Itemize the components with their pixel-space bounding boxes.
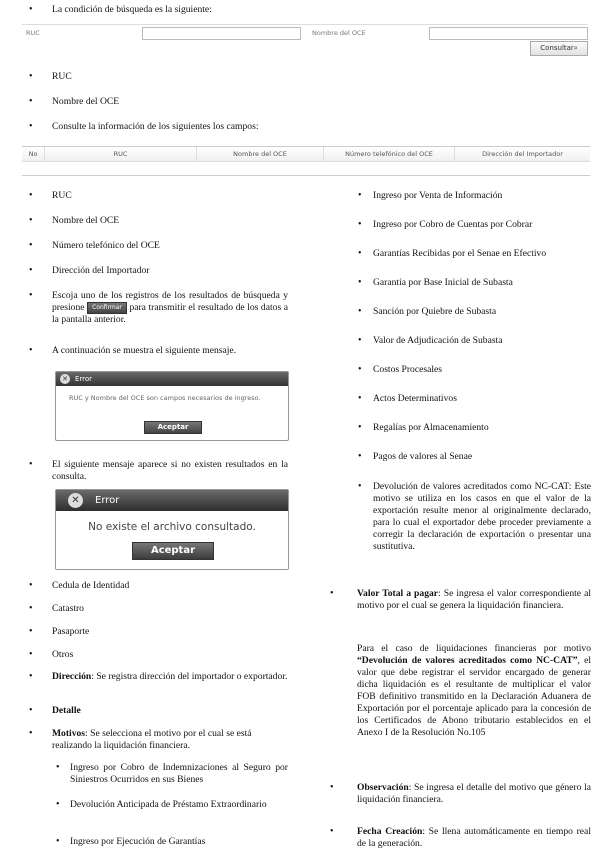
search-icon: ⌕ [573, 44, 578, 52]
observacion-paragraph [357, 782, 591, 806]
close-icon[interactable]: ✕ [68, 493, 83, 508]
field-ruc: RUC [52, 190, 72, 201]
bullet: • [358, 422, 362, 433]
doc-type: Catastro [52, 603, 84, 614]
valor-paragraph [357, 588, 591, 612]
search-form [22, 24, 588, 58]
bullet: • [29, 345, 33, 356]
consultar-label: Consultar [540, 44, 574, 52]
field-telefono: Número telefónico del OCE [52, 240, 160, 251]
motivo-item: Pagos de valores al Senae [373, 451, 473, 462]
motivo-item: Ingreso por Venta de Información [373, 190, 503, 201]
doc-type: Cedula de Identidad [52, 580, 130, 591]
column-header[interactable]: No [22, 147, 45, 161]
oce-label: Nombre del OCE [312, 29, 366, 37]
bullet: • [29, 4, 33, 15]
observacion-label: Observación [357, 782, 409, 793]
para-bold: “Devolución de valores acreditados como NC-CAT” [357, 654, 578, 666]
column-header[interactable]: Dirección del Importador [482, 150, 563, 158]
bullet: • [358, 364, 362, 375]
bullet: • [29, 603, 33, 614]
bullet: • [56, 762, 60, 773]
fecha-label: Fecha Creación [357, 826, 423, 837]
confirm-button[interactable]: Confirmar [87, 302, 127, 314]
direccion-label: Dirección [52, 671, 92, 682]
bullet: • [29, 290, 33, 301]
bullet: • [29, 728, 33, 739]
valor-label: Valor Total a pagar [357, 588, 439, 599]
field-oce: Nombre del OCE [52, 215, 120, 226]
motivos-text: : Se selecciona el motivo por el cual se está realizando la liquidación financiera. [52, 728, 252, 751]
error-dialog-small [55, 371, 289, 441]
para-paragraph [357, 643, 591, 739]
bullet: • [358, 219, 362, 230]
detalle-label [52, 705, 81, 717]
para-pre: Para el caso de liquidaciones financieras por motivo [357, 643, 591, 654]
fecha-text: : Se llena automáticamente en tiempo real de la generación. [357, 826, 591, 849]
bullet: • [29, 190, 33, 201]
bullet: • [29, 649, 33, 660]
table-header [22, 147, 590, 162]
dialog-titlebar [56, 490, 288, 511]
direccion-paragraph [52, 671, 288, 683]
direccion-text: : Se registra dirección del importador o exportador. [91, 671, 288, 682]
para-post: , el valor que debe registrar el servidor encargado de generar dicha liquidación es el resultante de multiplicar el valor FOB definitivo transmitido en la Declaración Aduanera de Exportación por el porcentaje aplicado para la concesión de los Certificados de Abono tributario establecidos en el Anexo I de la Resolución No.105 [357, 654, 591, 738]
bullet: • [358, 481, 362, 492]
bullet: • [29, 265, 33, 276]
motivo-item: Garantía por Base Inicial de Subasta [373, 277, 513, 288]
motivo-item: Garantías Recibidas por el Senae en Efectivo [373, 248, 547, 259]
search-field-oce: Nombre del OCE [52, 96, 120, 107]
nofile-text: El siguiente mensaje aparece si no existen resultados en la consulta. [52, 459, 288, 482]
motivo-item: Ingreso por Cobro de Cuentas por Cobrar [373, 219, 533, 230]
motivo-item: Actos Determinativos [373, 393, 457, 404]
column-header[interactable]: Número telefónico del OCE [324, 147, 455, 161]
choose-pre: Escoja uno de los registros de los resultados de búsqueda y presione [52, 290, 288, 314]
aceptar-button[interactable]: Aceptar [144, 421, 202, 434]
message-intro: A continuación se muestra el siguiente mensaje. [52, 345, 237, 356]
doc-type: Pasaporte [52, 626, 90, 637]
motivo-item: Costos Procesales [373, 364, 443, 375]
observacion-text: : Se ingresa el detalle del motivo que género la liquidación financiera. [357, 782, 591, 805]
devolucion-paragraph: Devolución de valores acreditados como NC-CAT: Este motivo se utiliza en los casos en que el valor de la exportación resulte menor al originalmente declarado, para lo cual el exportador debe proceder previamente a corregir la declaración de exportación o presentar una sustitutiva. [373, 481, 591, 552]
bullet: • [358, 335, 362, 346]
bullet: • [29, 215, 33, 226]
bullet: • [330, 826, 334, 837]
aceptar-button[interactable]: Aceptar [132, 542, 214, 560]
ruc-input[interactable] [142, 27, 301, 40]
bullet: • [330, 588, 334, 599]
bullet: • [358, 393, 362, 404]
choose-post: para transmitir el resultado de los datos a la pantalla anterior. [52, 302, 288, 326]
field-direccion: Dirección del Importador [52, 265, 150, 276]
detalle-label-text: Detalle [52, 705, 81, 716]
oce-input[interactable] [429, 27, 588, 40]
motivo-item: Ingreso por Cobro de Indemnizaciones al Seguro por Siniestros Ocurridos en sus Bienes [70, 762, 288, 785]
motivo-item: Regalías por Almacenamiento [373, 422, 489, 433]
motivo-item: Ingreso por Ejecución de Garantías [70, 836, 206, 847]
bullet: • [56, 799, 60, 810]
close-icon[interactable]: ✕ [60, 374, 70, 384]
intro-text: La condición de búsqueda es la siguiente: [52, 4, 212, 15]
bullet: • [358, 306, 362, 317]
column-header[interactable]: RUC [45, 147, 197, 161]
error-dialog-large [55, 489, 289, 570]
bullet: • [29, 705, 33, 716]
motivos-paragraph [52, 728, 288, 752]
bullet: • [330, 782, 334, 793]
dialog-title: Error [95, 495, 120, 506]
bullet: • [29, 121, 33, 132]
fecha-paragraph [357, 826, 591, 850]
valor-text: : Se ingresa el valor correspondiente al motivo por el cual se genera la liquidación financiera. [357, 588, 591, 611]
bullet: • [29, 671, 33, 682]
ruc-label: RUC [26, 29, 40, 37]
bullet: • [56, 836, 60, 847]
bullet: • [29, 96, 33, 107]
bullet: • [29, 240, 33, 251]
motivo-item: Valor de Adjudicación de Subasta [373, 335, 503, 346]
bullet: • [358, 190, 362, 201]
column-header[interactable]: Nombre del OCE [197, 147, 324, 161]
bullet: • [29, 71, 33, 82]
search-field-ruc: RUC [52, 71, 72, 82]
motivo-item: Devolución Anticipada de Préstamo Extraordinario [70, 799, 267, 810]
bullet: • [358, 248, 362, 259]
consultar-button[interactable] [530, 41, 588, 56]
bullet: • [29, 626, 33, 637]
consult-text: Consulte la información de los siguientes los campos: [52, 121, 259, 132]
motivo-item: Sanción por Quiebre de Subasta [373, 306, 497, 317]
bullet: • [358, 277, 362, 288]
dialog-titlebar [56, 372, 288, 386]
bullet: • [29, 459, 33, 470]
dialog-message: No existe el archivo consultado. [88, 521, 256, 533]
bullet: • [358, 451, 362, 462]
choose-paragraph [52, 290, 288, 326]
dialog-message: RUC y Nombre del OCE son campos necesarios de ingreso. [69, 394, 261, 402]
motivos-label: Motivos [52, 728, 86, 739]
dialog-title: Error [75, 375, 93, 383]
doc-type: Otros [52, 649, 74, 660]
bullet: • [29, 580, 33, 591]
results-table [22, 146, 590, 176]
